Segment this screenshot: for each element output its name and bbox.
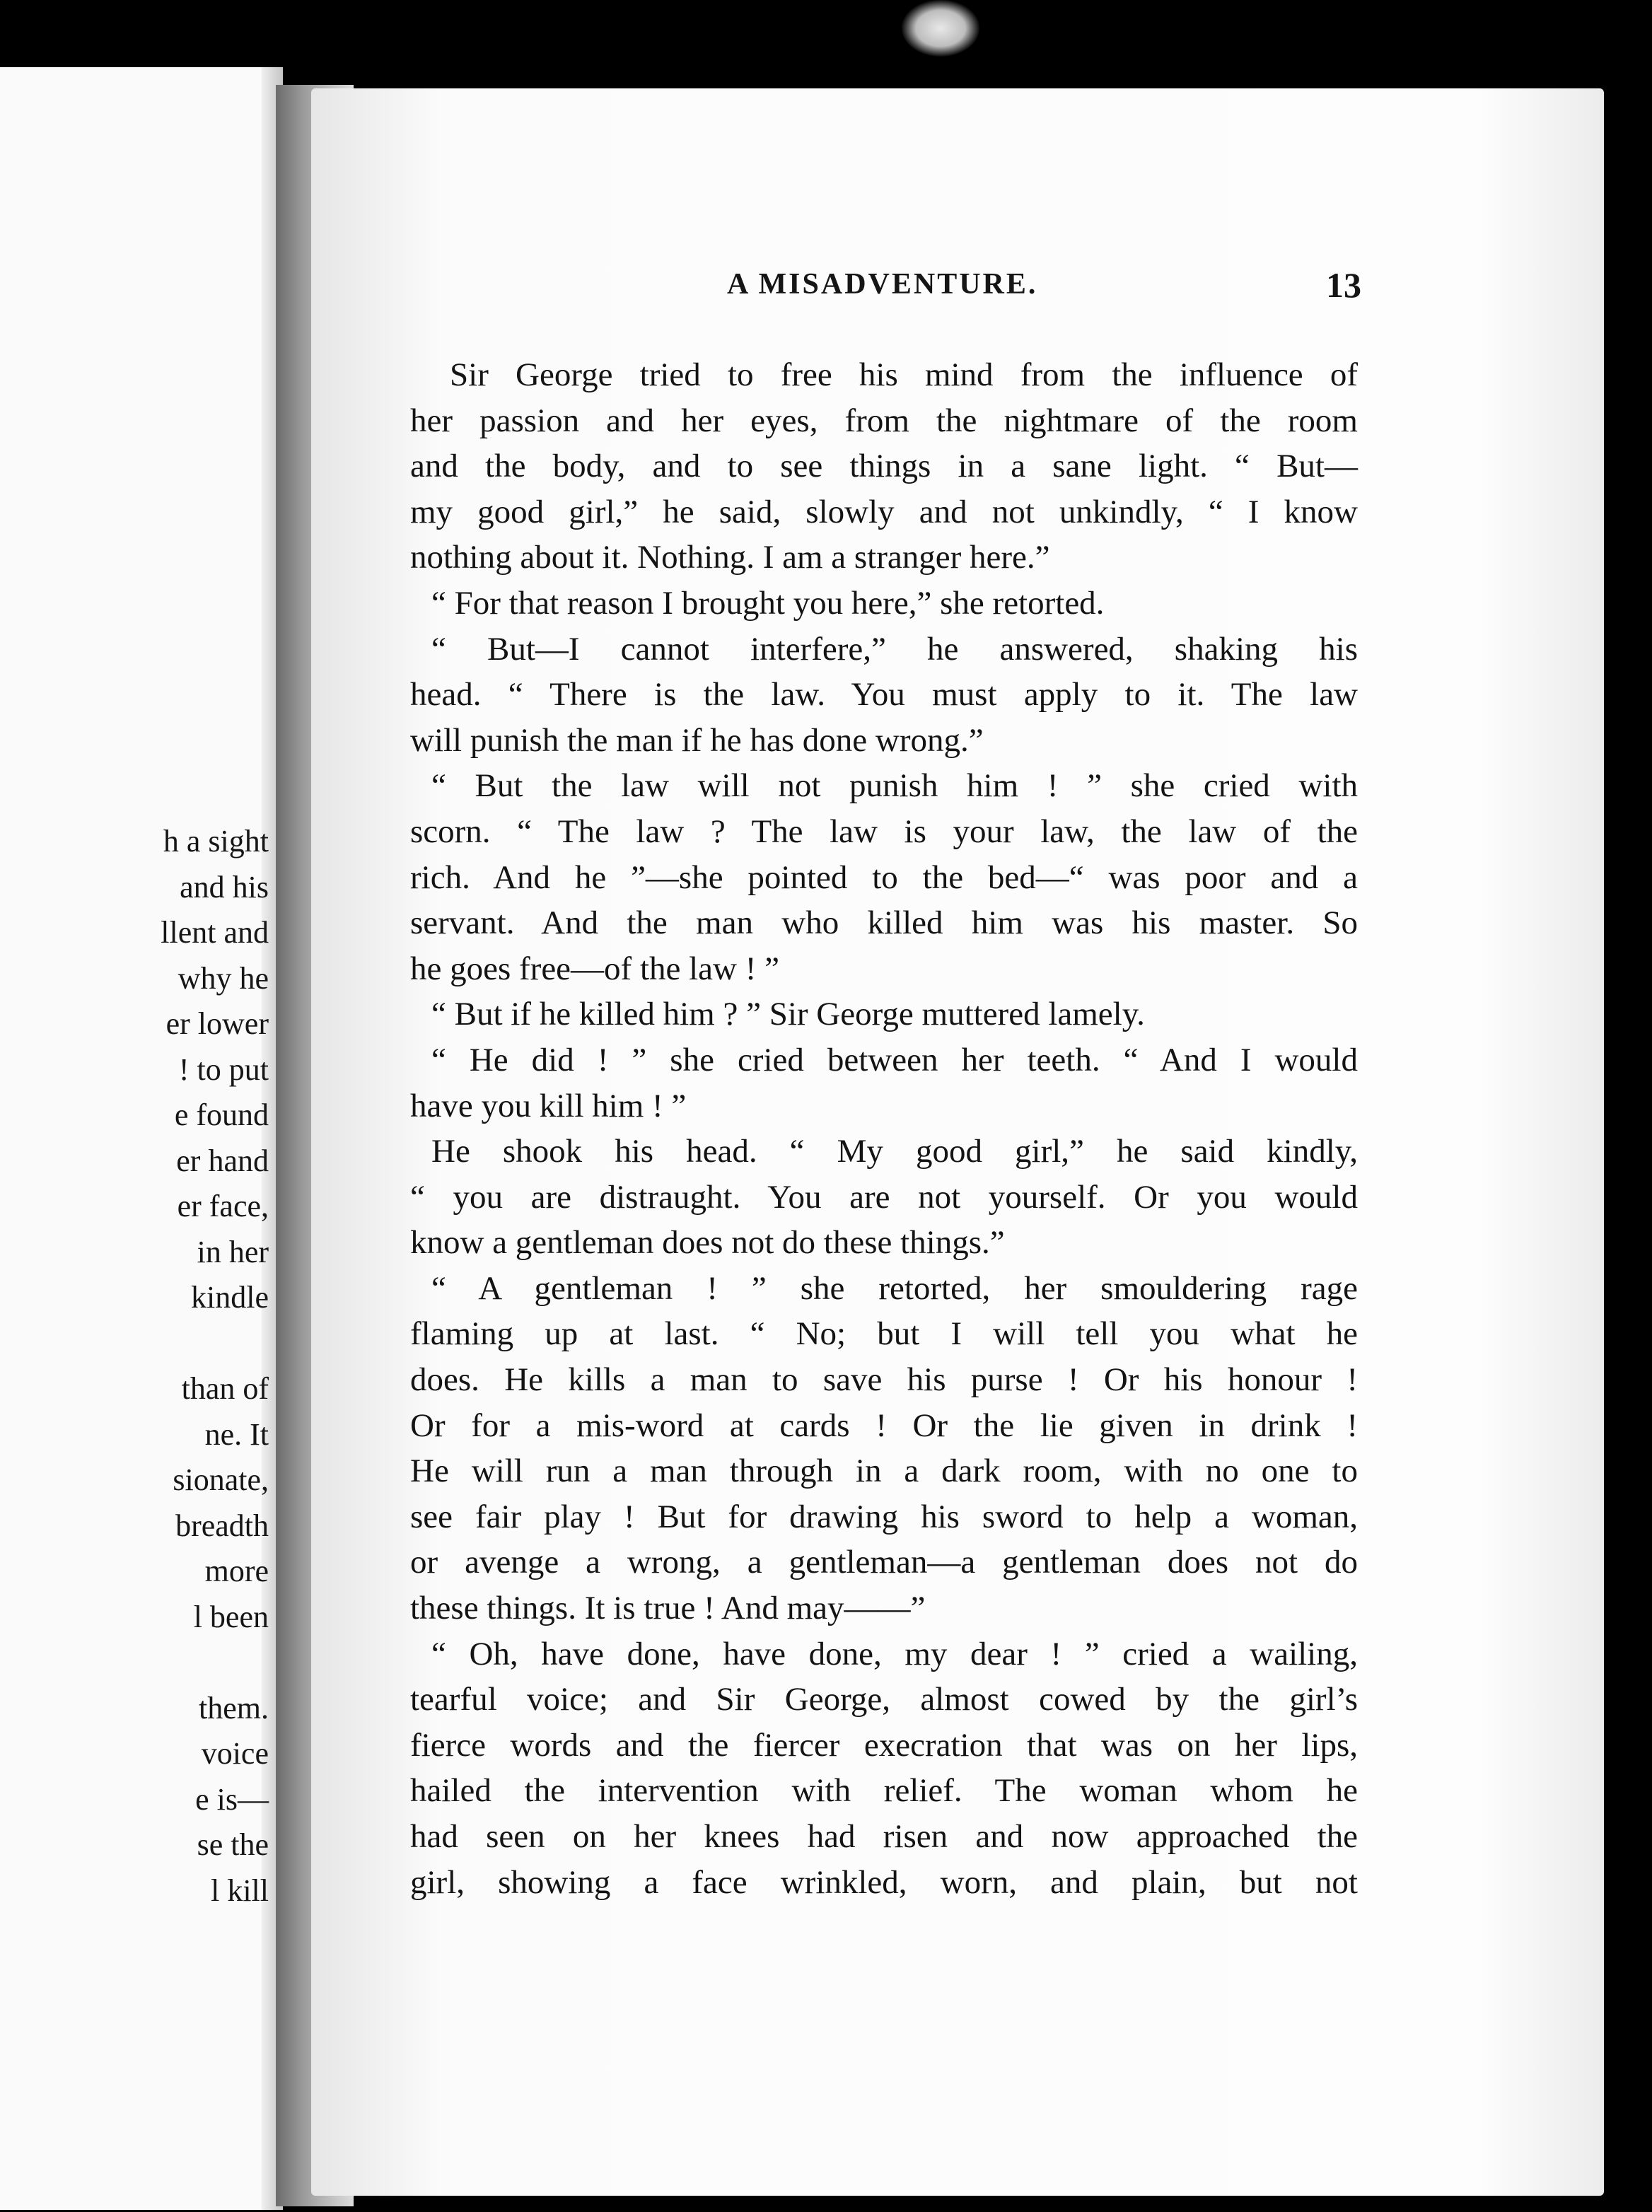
text-line: “ A gentleman ! ” she retorted, her smouldering rage — [431, 1269, 1358, 1307]
left-fragment-line: them. — [199, 1690, 269, 1725]
left-fragment-line: in her — [197, 1234, 269, 1269]
text-line: “ Oh, have done, have done, my dear ! ” cried a wailing, — [431, 1635, 1358, 1672]
left-fragment-line: kindle — [191, 1280, 269, 1315]
left-fragment-gap — [0, 1640, 269, 1686]
left-page — [0, 67, 283, 2210]
left-fragment-line: e found — [174, 1098, 269, 1132]
left-fragment-line: l kill — [211, 1873, 269, 1908]
text-line: her passion and her eyes, from the nightmare of the room — [410, 402, 1358, 439]
page-title: A MISADVENTURE. — [727, 268, 1038, 301]
text-line: He shook his head. “ My good girl,” he said kindly, — [431, 1133, 1358, 1170]
text-line: “ But—I cannot interfere,” he answered, shaking his — [431, 630, 1358, 668]
text-line: “ you are distraught. You are not yourself. Or you would — [410, 1178, 1358, 1216]
text-line: “ But the law will not punish him ! ” she cried with — [431, 767, 1358, 805]
text-line: tearful voice; and Sir George, almost cowed by the girl’s — [410, 1681, 1358, 1718]
text-line: does. He kills a man to save his purse ! Or his honour ! — [410, 1361, 1358, 1399]
left-fragment-line: than of — [181, 1371, 269, 1406]
left-fragment-line: se the — [197, 1827, 269, 1862]
text-line: “ He did ! ” she cried between her teeth. “ And I would — [431, 1041, 1358, 1078]
body-text — [410, 352, 1358, 1905]
left-fragment-line: why he — [178, 960, 269, 996]
left-page-text-fragments — [0, 819, 269, 1914]
top-clasp-ornament — [902, 0, 979, 57]
page-number: 13 — [1326, 265, 1361, 305]
left-fragment-line: l been — [193, 1599, 269, 1634]
text-line: these things. It is true ! And may——” — [410, 1590, 926, 1627]
text-line: will punish the man if he has done wrong.” — [410, 721, 984, 759]
left-fragment-line: voice — [201, 1736, 269, 1771]
text-line: hailed the intervention with relief. The woman whom he — [410, 1772, 1358, 1810]
text-line: He will run a man through in a dark room, with no one to — [410, 1453, 1358, 1490]
text-line: Sir George tried to free his mind from the influence of — [450, 356, 1358, 393]
left-fragment-line: h a sight — [163, 824, 269, 858]
left-fragment-line: ne. It — [204, 1416, 269, 1452]
text-line: girl, showing a face wrinkled, worn, and plain, but not — [410, 1863, 1358, 1901]
text-line: Or for a mis-word at cards ! Or the lie given in drink ! — [410, 1407, 1358, 1444]
left-fragment-line: llent and — [161, 915, 269, 950]
text-line: see fair play ! But for drawing his sword to help a woman, — [410, 1498, 1358, 1535]
text-line: head. “ There is the law. You must apply to it. The law — [410, 676, 1358, 714]
left-fragment-line: and his — [180, 869, 269, 904]
text-line: or avenge a wrong, a gentleman—a gentleman does not do — [410, 1544, 1358, 1581]
left-fragment-line: breadth — [175, 1508, 269, 1543]
left-fragment-line: more — [204, 1554, 269, 1588]
left-fragment-gap — [0, 1321, 269, 1367]
text-line: my good girl,” he said, slowly and not unkindly, “ I know — [410, 493, 1358, 530]
left-fragment-line: sionate, — [173, 1462, 269, 1497]
text-line: “ For that reason I brought you here,” she retorted. — [431, 584, 1105, 622]
text-line: servant. And the man who killed him was his master. So — [410, 904, 1358, 942]
text-line: know a gentleman does not do these things.” — [410, 1224, 1005, 1262]
running-header — [417, 267, 1361, 310]
left-fragment-line: er lower — [165, 1006, 269, 1041]
left-fragment-line: ! to put — [178, 1052, 269, 1087]
text-line: nothing about it. Nothing. I am a stranger here.” — [410, 539, 1050, 576]
left-fragment-line: e is— — [195, 1781, 269, 1817]
text-line: fierce words and the fiercer execration that was on her lips, — [410, 1726, 1358, 1764]
left-fragment-line: er hand — [176, 1143, 269, 1178]
text-line: and the body, and to see things in a sane light. “ But— — [410, 448, 1358, 485]
text-line: rich. And he ”—she pointed to the bed—“ was poor and a — [410, 858, 1358, 896]
text-line: he goes free—of the law ! ” — [410, 950, 779, 987]
text-line: have you kill him ! ” — [410, 1087, 687, 1124]
text-line: scorn. “ The law ? The law is your law, the law of the — [410, 813, 1358, 850]
text-line: had seen on her knees had risen and now approached the — [410, 1818, 1358, 1855]
text-line: flaming up at last. “ No; but I will tell you what he — [410, 1315, 1358, 1353]
left-fragment-line: er face, — [177, 1189, 269, 1223]
text-line: “ But if he killed him ? ” Sir George muttered lamely. — [431, 996, 1145, 1033]
